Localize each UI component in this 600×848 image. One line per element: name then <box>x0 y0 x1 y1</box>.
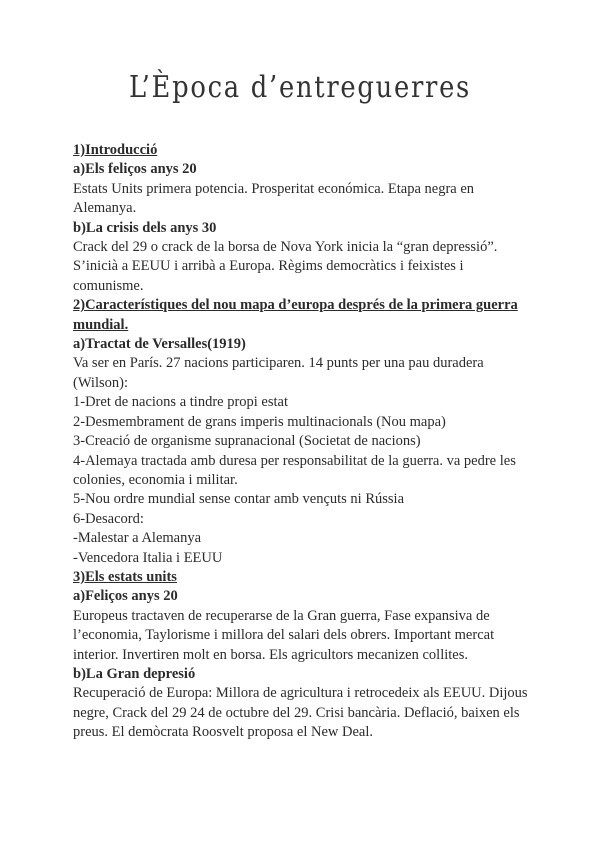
subheading-crisis-anys-30: b)La crisis dels anys 30 <box>73 219 217 236</box>
list-item: 2-Desmembrament de grans imperis multinacionals (Nou mapa) <box>73 413 446 430</box>
section-heading-nou-mapa: 2)Característiques del nou mapa d’europa després de la primera guerra mundial. <box>73 297 518 333</box>
paragraph-felicos-anys-20-eeuu: Europeus tractaven de recuperarse de la Gran guerra, Fase expansiva de l’economia, Taylorisme i millora del salari dels obrers. Important mercat interior. Invertiren molt en borsa. Els agricultors mecanizen collites. <box>73 607 495 663</box>
paragraph-felicos-anys-20: Estats Units primera potencia. Prosperitat económica. Etapa negra en Alemanya. <box>73 180 475 217</box>
subheading-tractat-versalles: a)Tractat de Versalles(1919) <box>73 336 246 353</box>
list-item: 6-Desacord: <box>73 510 144 527</box>
page-title: L’Època d’entreguerres <box>128 70 472 105</box>
list-item: 1-Dret de nacions a tindre propi estat <box>73 394 289 411</box>
list-item: 4-Alemaya tractada amb duresa per responsabilitat de la guerra. va pedre les colonies, economia i militar. <box>73 452 516 488</box>
paragraph-tractat-versalles: Va ser en París. 27 nacions participaren. 14 punts per una pau duradera (Wilson): <box>73 355 484 391</box>
list-item: 3-Creació de organisme supranacional (Societat de nacions) <box>73 433 421 450</box>
section-heading-introduccio: 1)Introducció <box>73 142 158 158</box>
list-item: -Malestar a Alemanya <box>73 530 202 547</box>
subheading-felicos-anys-20-eeuu: a)Feliços anys 20 <box>73 588 178 605</box>
paragraph-gran-depresio: Recuperació de Europa: Millora de agricultura i retrocedeix als EEUU. Dijous negre, Crack del 29 24 de octubre del 29. Crisi bancària. Deflació, baixen els preus. El demòcrata Roosvelt proposa el New Deal. <box>73 685 528 741</box>
list-item: 5-Nou ordre mundial sense contar amb vençuts ni Rússia <box>73 491 405 508</box>
document-body <box>73 141 533 743</box>
list-item: -Vencedora Italia i EEUU <box>73 549 223 566</box>
section-heading-estats-units: 3)Els estats units <box>73 568 177 585</box>
subheading-felicos-anys-20: a)Els feliços anys 20 <box>73 161 197 178</box>
paragraph-crisis-anys-30: Crack del 29 o crack de la borsa de Nova York inicia la “gran depressió”. S’inicià a EEUU i arribà a Europa. Règims democràtics i feixistes i comunisme. <box>73 239 498 294</box>
subheading-gran-depresio: b)La Gran depresió <box>73 665 196 682</box>
